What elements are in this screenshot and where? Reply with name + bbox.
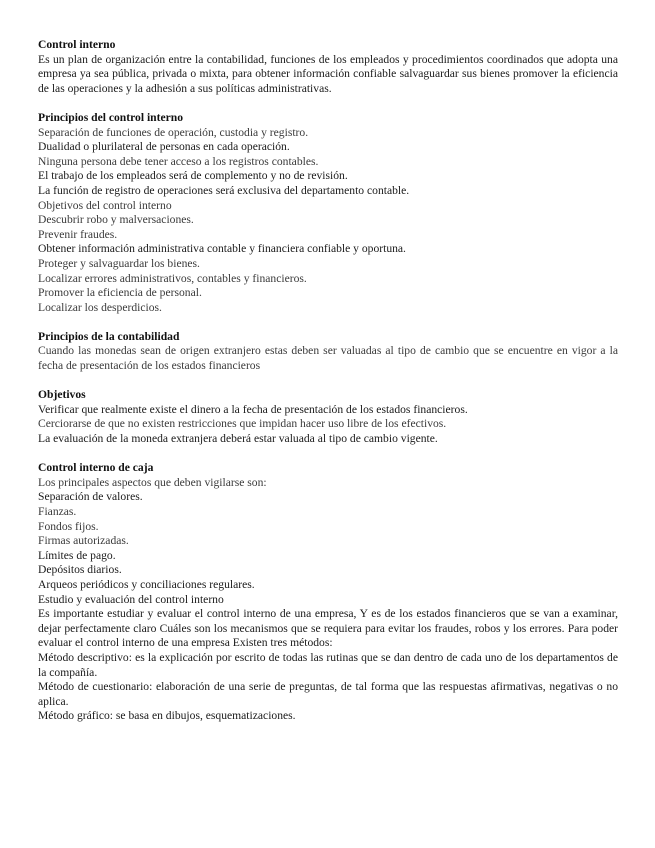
list-item: Promover la eficiencia de personal. xyxy=(38,286,202,300)
document-page xyxy=(38,38,618,739)
section-objetivos xyxy=(38,388,618,446)
list-item: Depósitos diarios. xyxy=(38,563,122,577)
section-heading: Principios del control interno xyxy=(38,110,184,124)
section-heading: Objetivos xyxy=(38,388,86,402)
list-item: Separación de valores. xyxy=(38,490,143,504)
section-principios-control-interno xyxy=(38,111,618,315)
list-item: Localizar los desperdicios. xyxy=(38,300,162,314)
paragraph: Es un plan de organización entre la contabilidad, funciones de los empleados y procedimientos coordinados que adopta una empresa ya sea pública, privada o mixta, para obtener información confiable salvaguardar sus bienes promover la eficiencia de las operaciones y la adhesión a sus políticas administrativas. xyxy=(38,52,618,95)
list-item: Estudio y evaluación del control interno xyxy=(38,592,224,606)
list-item: Arqueos periódicos y conciliaciones regulares. xyxy=(38,577,255,591)
list-item: Separación de funciones de operación, custodia y registro. xyxy=(38,125,309,139)
list-item: Fondos fijos. xyxy=(38,519,99,533)
list-item: Objetivos del control interno xyxy=(38,198,172,212)
paragraph: Método gráfico: se basa en dibujos, esquematizaciones. xyxy=(38,709,296,723)
list-item: Dualidad o plurilateral de personas en cada operación. xyxy=(38,140,290,154)
list-item: Firmas autorizadas. xyxy=(38,534,129,548)
list-item: Límites de pago. xyxy=(38,548,116,562)
list-item: Prevenir fraudes. xyxy=(38,227,118,241)
list-item: Verificar que realmente existe el dinero a la fecha de presentación de los estados financieros. xyxy=(38,402,468,416)
paragraph: Es importante estudiar y evaluar el control interno de una empresa, Y es de los estados financieros que se van a examinar, dejar perfectamente claro Cuáles son los mecanismos que se requiera para evitar los fraudes, robos y los errores. Para poder evaluar el control interno de una empresa Existen tres métodos: xyxy=(38,607,618,650)
list-item: El trabajo de los empleados será de complemento y no de revisión. xyxy=(38,169,348,183)
list-item: La función de registro de operaciones será exclusiva del departamento contable. xyxy=(38,183,410,197)
list-item: Proteger y salvaguardar los bienes. xyxy=(38,256,200,270)
section-heading: Control interno de caja xyxy=(38,461,154,475)
list-item: Fianzas. xyxy=(38,505,77,518)
list-item: Los principales aspectos que deben vigilarse son: xyxy=(38,475,267,489)
section-control-interno xyxy=(38,38,618,96)
list-item: Obtener información administrativa contable y financiera confiable y oportuna. xyxy=(38,242,406,256)
section-principios-contabilidad xyxy=(38,330,618,374)
list-item: La evaluación de la moneda extranjera deberá estar valuada al tipo de cambio vigente. xyxy=(38,432,438,446)
list-item: Cerciorarse de que no existen restricciones que impidan hacer uso libre de los efectivos. xyxy=(38,417,447,431)
paragraph: Método de cuestionario: elaboración de una serie de preguntas, de tal forma que las respuestas afirmativas, negativas o no aplica. xyxy=(38,680,618,708)
section-control-interno-caja xyxy=(38,461,618,724)
list-item: Ninguna persona debe tener acceso a los registros contables. xyxy=(38,154,319,168)
section-heading: Control interno xyxy=(38,38,116,51)
list-item: Descubrir robo y malversaciones. xyxy=(38,213,194,227)
list-item: Localizar errores administrativos, contables y financieros. xyxy=(38,271,307,285)
paragraph: Método descriptivo: es la explicación por escrito de todas las rutinas que se dan dentro de cada uno de los departamentos de la compañía. xyxy=(38,650,618,679)
section-heading: Principios de la contabilidad xyxy=(38,329,180,343)
paragraph: Cuando las monedas sean de origen extranjero estas deben ser valuadas al tipo de cambio que se encuentre en vigor a la fecha de presentación de los estados financieros xyxy=(38,344,618,373)
